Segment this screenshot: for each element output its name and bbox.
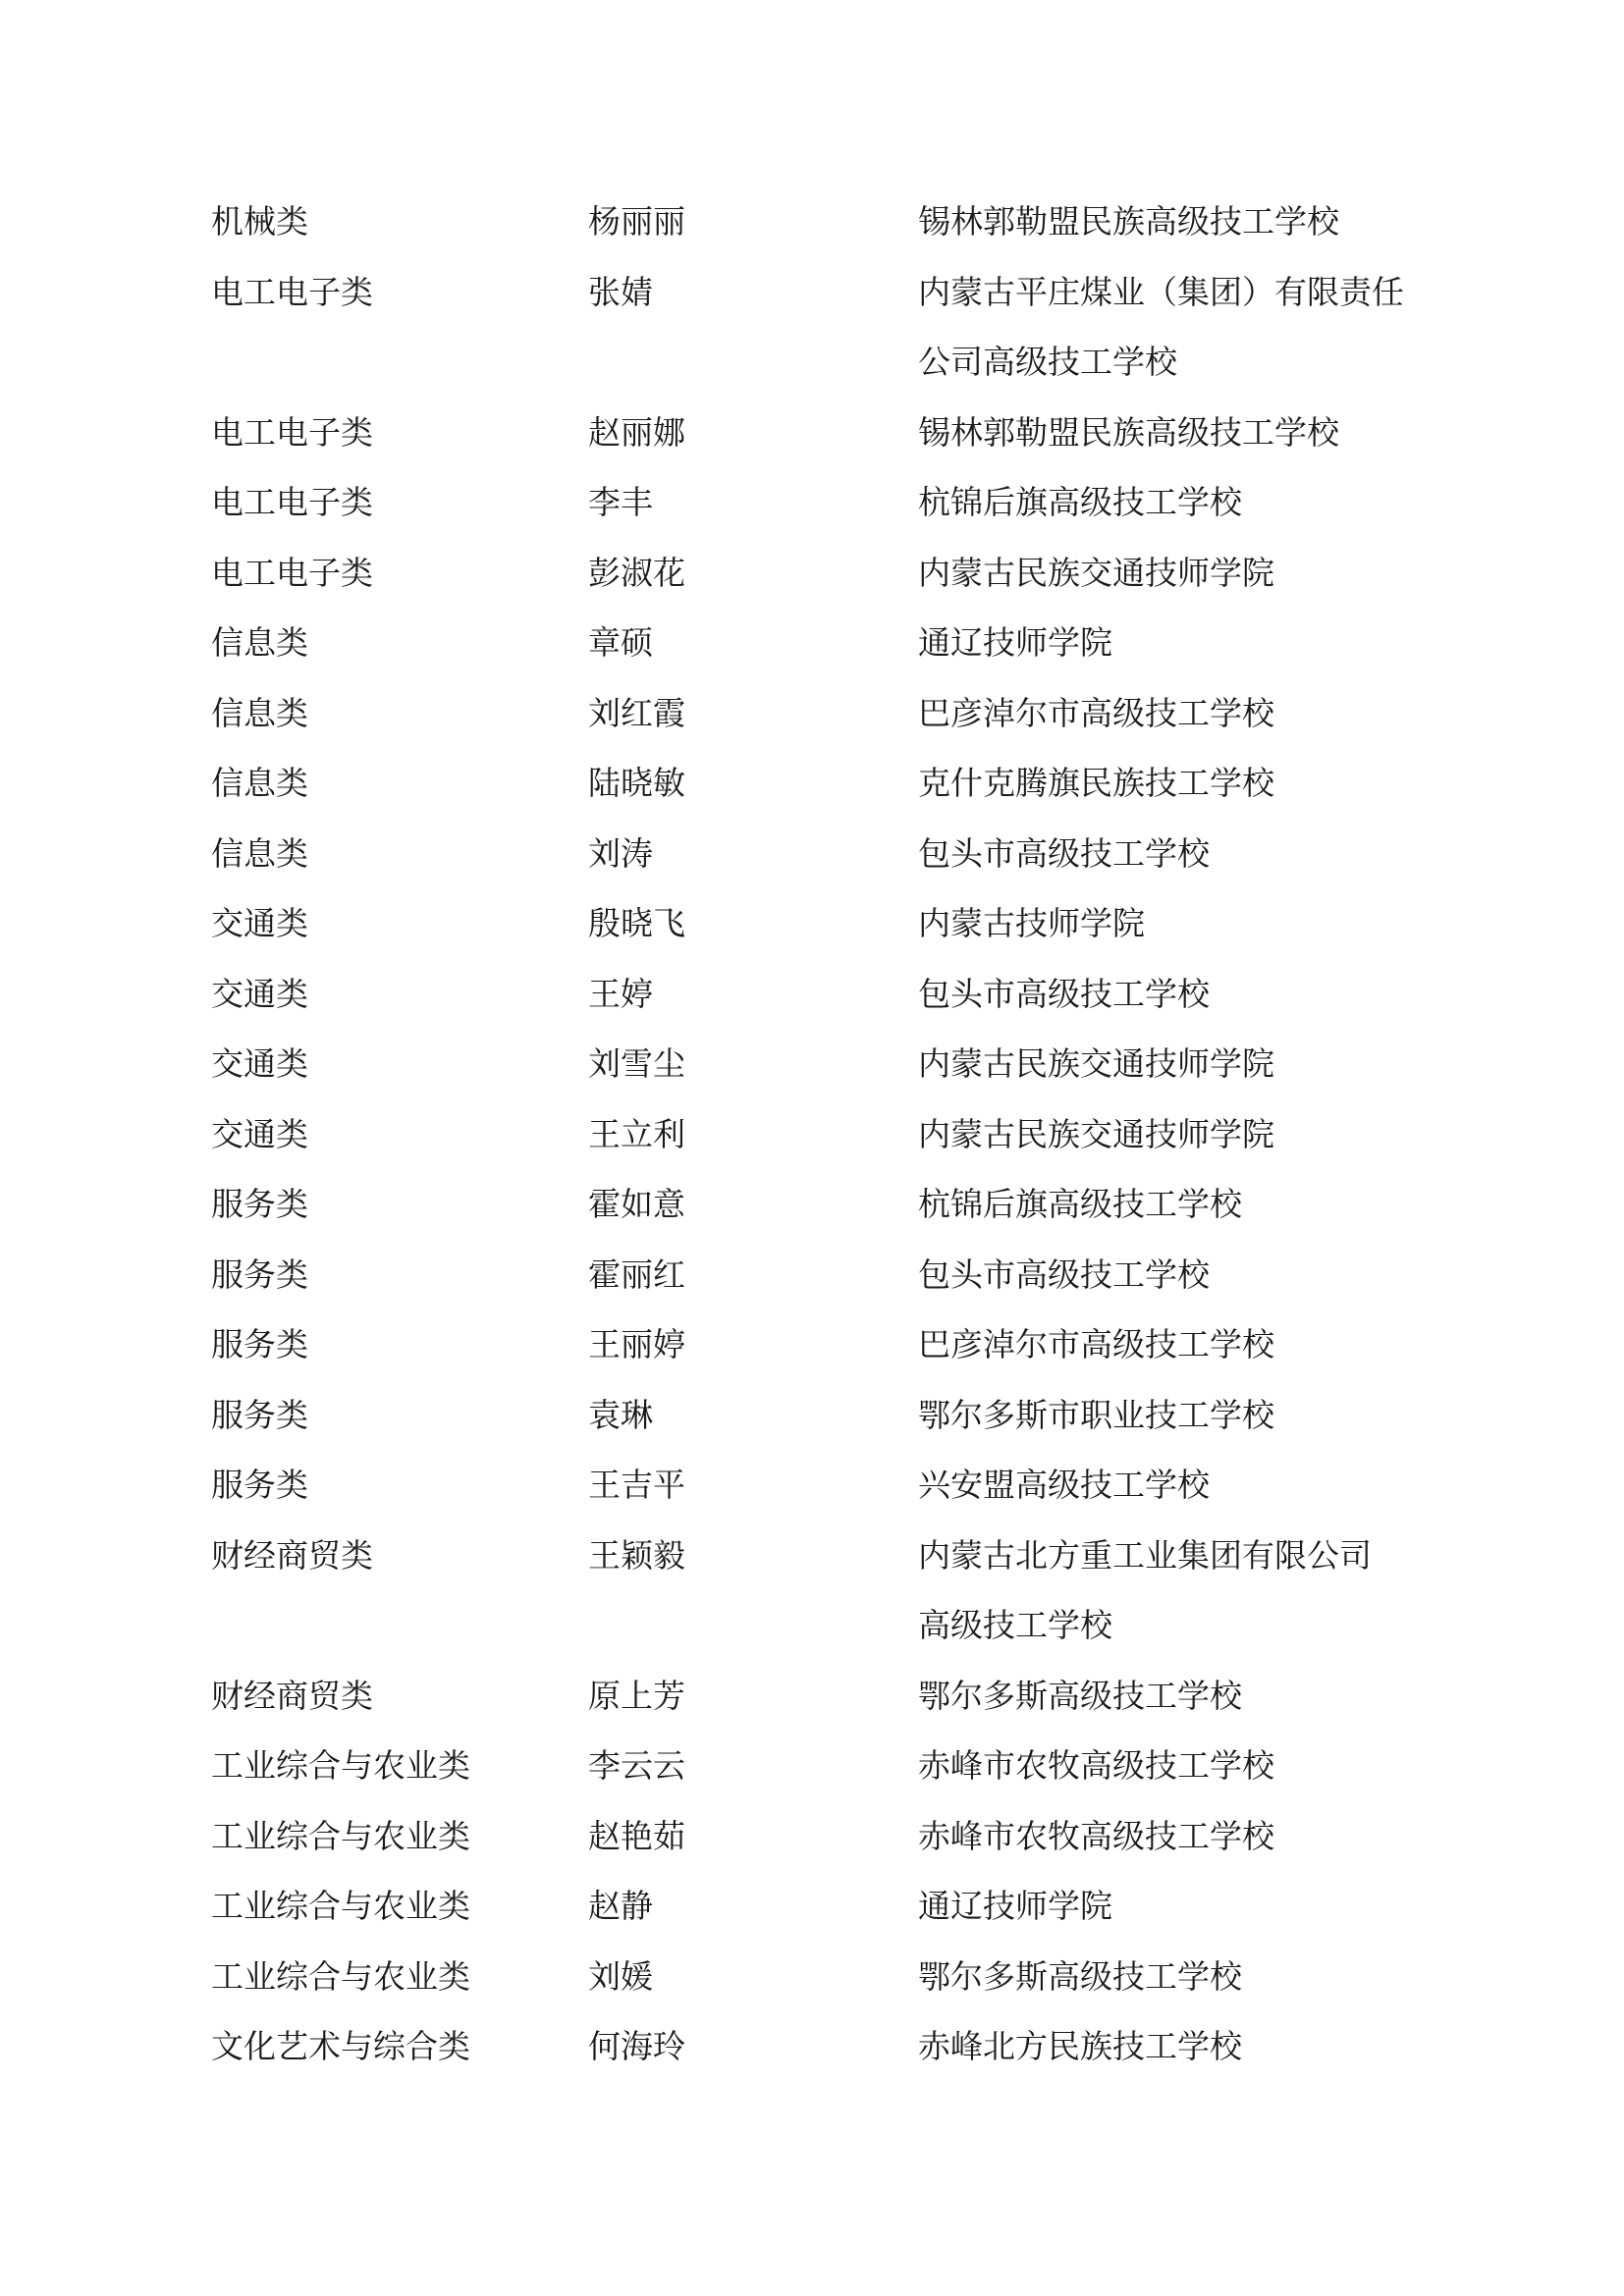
list-row — [211, 187, 1468, 257]
school-cell: 锡林郭勒盟民族高级技工学校 — [918, 202, 1339, 240]
school-cell: 鄂尔多斯市职业技工学校 — [918, 1395, 1274, 1434]
school-cell: 巴彦淖尔市高级技工学校 — [918, 1325, 1274, 1363]
school-cell: 包头市高级技工学校 — [918, 974, 1210, 1013]
school-cell: 巴彦淖尔市高级技工学校 — [918, 693, 1274, 732]
list-row — [211, 888, 1468, 959]
list-row-continuation — [211, 327, 1468, 398]
school-cell: 包头市高级技工学校 — [918, 833, 1210, 873]
name-cell: 王吉平 — [588, 1466, 685, 1504]
name-cell: 张婧 — [588, 272, 653, 311]
list-row — [211, 398, 1468, 468]
school-cell: 内蒙古平庄煤业（集团）有限责任 — [918, 272, 1404, 311]
school-cell: 克什克腾旗民族技工学校 — [918, 764, 1274, 802]
list-row — [211, 1871, 1468, 1942]
list-row — [211, 2011, 1468, 2082]
list-row — [211, 1240, 1468, 1310]
category-cell: 信息类 — [211, 833, 308, 873]
category-cell: 电工电子类 — [211, 412, 373, 452]
category-cell: 财经商贸类 — [211, 1535, 373, 1575]
school-cell: 通辽技师学院 — [918, 1887, 1112, 1925]
school-cell: 锡林郭勒盟民族高级技工学校 — [918, 412, 1339, 452]
school-cell: 通辽技师学院 — [918, 623, 1112, 662]
category-cell: 信息类 — [211, 764, 308, 802]
name-cell: 赵静 — [588, 1887, 653, 1925]
school-cell: 包头市高级技工学校 — [918, 1255, 1210, 1294]
category-cell: 服务类 — [211, 1466, 308, 1504]
list-row — [211, 1801, 1468, 1872]
name-cell: 赵丽娜 — [588, 412, 685, 452]
list-row — [211, 1380, 1468, 1451]
name-cell: 章硕 — [588, 623, 653, 662]
list-row — [211, 1450, 1468, 1521]
category-cell: 交通类 — [211, 1114, 308, 1153]
list-row — [211, 257, 1468, 328]
school-cell: 内蒙古民族交通技师学院 — [918, 553, 1274, 592]
school-cell: 内蒙古民族交通技师学院 — [918, 1044, 1274, 1083]
list-row — [211, 748, 1468, 819]
category-cell: 工业综合与农业类 — [211, 1887, 470, 1925]
name-cell: 李丰 — [588, 483, 653, 521]
school-cell: 内蒙古民族交通技师学院 — [918, 1114, 1274, 1153]
name-cell: 陆晓敏 — [588, 764, 685, 802]
list-row-continuation — [211, 1590, 1468, 1661]
list-row — [211, 1942, 1468, 2012]
school-cell: 赤峰市农牧高级技工学校 — [918, 1746, 1274, 1785]
name-cell: 霍如意 — [588, 1185, 685, 1223]
list-row — [211, 1169, 1468, 1240]
name-cell: 何海玲 — [588, 2027, 685, 2065]
list-row — [211, 1731, 1468, 1801]
category-cell: 服务类 — [211, 1325, 308, 1363]
school-cell: 内蒙古北方重工业集团有限公司 — [918, 1535, 1372, 1575]
name-cell: 赵艳茹 — [588, 1816, 685, 1855]
list-row — [211, 1099, 1468, 1170]
list-row — [211, 1029, 1468, 1099]
name-cell: 刘涛 — [588, 833, 653, 873]
category-cell: 电工电子类 — [211, 483, 373, 521]
category-cell: 交通类 — [211, 1044, 308, 1083]
category-cell: 服务类 — [211, 1185, 308, 1223]
school-cell: 内蒙古技师学院 — [918, 904, 1145, 942]
category-cell: 工业综合与农业类 — [211, 1956, 470, 1996]
name-cell: 刘媛 — [588, 1956, 653, 1996]
name-cell: 彭淑花 — [588, 553, 685, 592]
name-cell: 王婷 — [588, 974, 653, 1013]
category-cell: 工业综合与农业类 — [211, 1746, 470, 1785]
list-row — [211, 608, 1468, 678]
school-cell: 杭锦后旗高级技工学校 — [918, 483, 1242, 521]
name-cell: 王丽婷 — [588, 1325, 685, 1363]
name-cell: 李云云 — [588, 1746, 685, 1785]
name-cell: 刘红霞 — [588, 693, 685, 732]
category-cell: 服务类 — [211, 1255, 308, 1294]
name-cell: 殷晓飞 — [588, 904, 685, 942]
category-cell: 服务类 — [211, 1395, 308, 1434]
category-cell: 交通类 — [211, 904, 308, 942]
category-cell: 信息类 — [211, 623, 308, 662]
award-list — [211, 187, 1468, 2082]
name-cell: 刘雪尘 — [588, 1044, 685, 1083]
list-row — [211, 1309, 1468, 1380]
school-cell-continued: 高级技工学校 — [918, 1606, 1112, 1644]
name-cell: 杨丽丽 — [588, 202, 685, 240]
name-cell: 袁琳 — [588, 1395, 653, 1434]
name-cell: 霍丽红 — [588, 1255, 685, 1294]
list-row — [211, 959, 1468, 1030]
school-cell-continued: 公司高级技工学校 — [918, 343, 1177, 381]
list-row — [211, 1661, 1468, 1732]
category-cell: 机械类 — [211, 202, 308, 240]
school-cell: 赤峰市农牧高级技工学校 — [918, 1816, 1274, 1855]
school-cell: 鄂尔多斯高级技工学校 — [918, 1676, 1242, 1715]
category-cell: 工业综合与农业类 — [211, 1816, 470, 1855]
category-cell: 交通类 — [211, 974, 308, 1013]
category-cell: 电工电子类 — [211, 553, 373, 592]
school-cell: 鄂尔多斯高级技工学校 — [918, 1956, 1242, 1996]
name-cell: 王立利 — [588, 1114, 685, 1153]
list-row — [211, 467, 1468, 538]
school-cell: 赤峰北方民族技工学校 — [918, 2027, 1242, 2065]
category-cell: 财经商贸类 — [211, 1676, 373, 1715]
school-cell: 杭锦后旗高级技工学校 — [918, 1185, 1242, 1223]
school-cell: 兴安盟高级技工学校 — [918, 1466, 1210, 1504]
list-row — [211, 538, 1468, 609]
category-cell: 信息类 — [211, 693, 308, 732]
category-cell: 电工电子类 — [211, 272, 373, 311]
category-cell: 文化艺术与综合类 — [211, 2027, 470, 2065]
list-row — [211, 1521, 1468, 1591]
list-row — [211, 678, 1468, 749]
list-row — [211, 819, 1468, 889]
name-cell: 王颖毅 — [588, 1535, 685, 1575]
name-cell: 原上芳 — [588, 1676, 685, 1715]
